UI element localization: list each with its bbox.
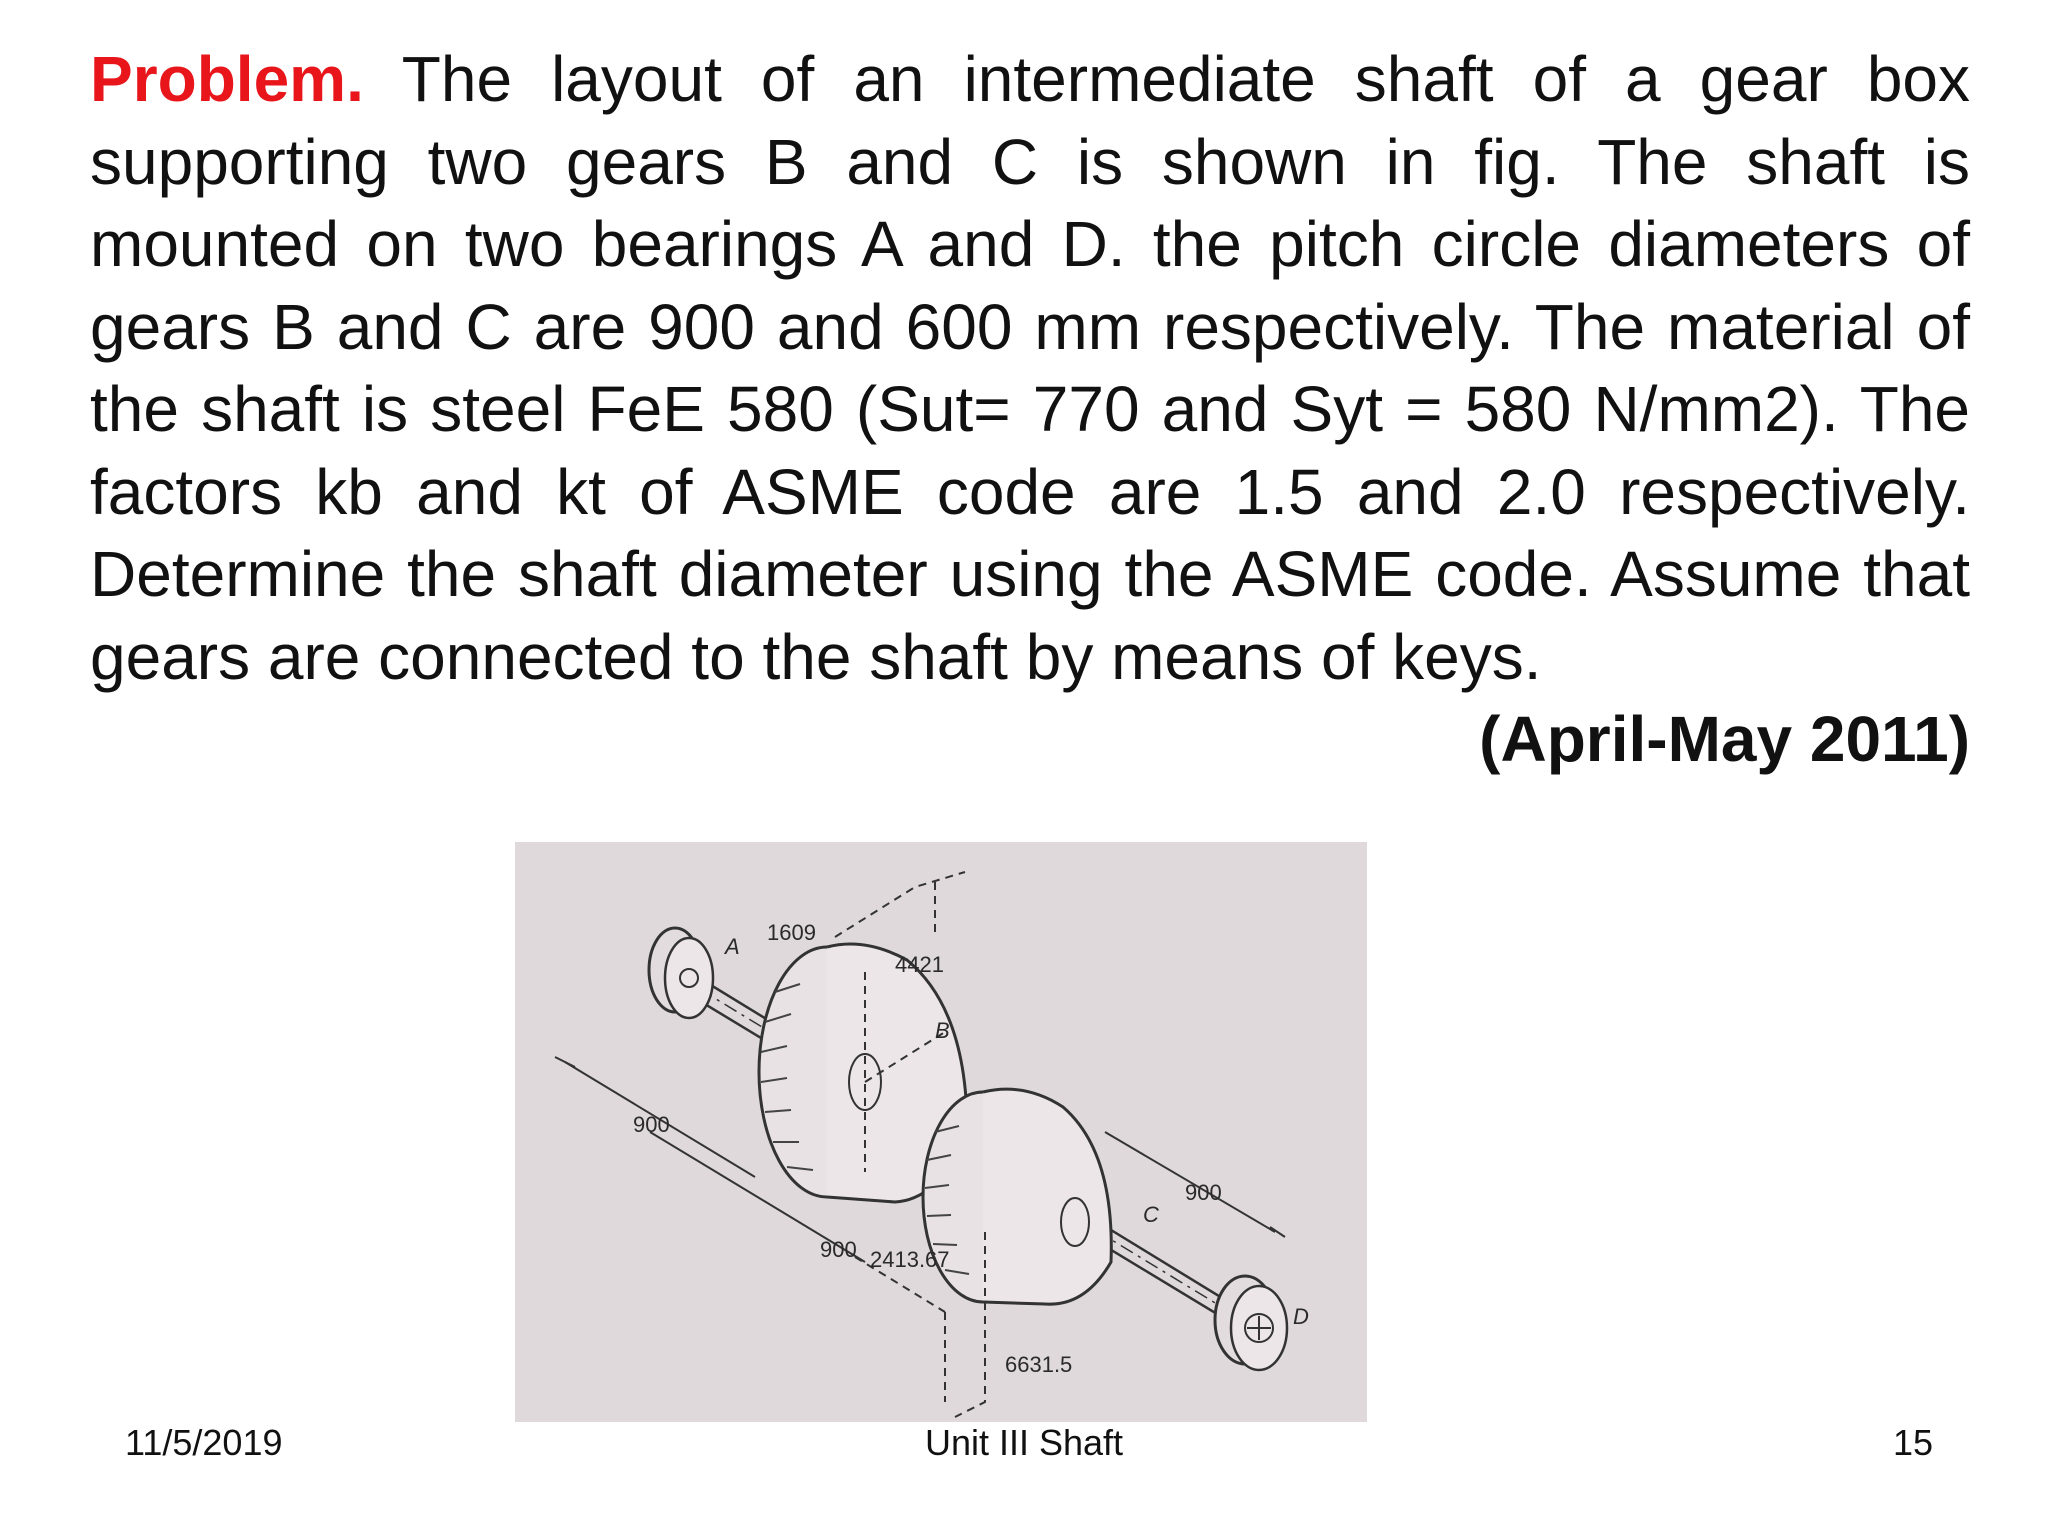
- label-gear-c: C: [1143, 1202, 1159, 1227]
- label-force-2413: 2413.67: [870, 1247, 950, 1272]
- problem-body: The layout of an intermediate shaft of a gear box supporting two gears B and C is shown in fig. The shaft is mounted on two bearings A and D. the pitch circle diameters of gears B and C are 900 and 600 mm respectively. The material of the shaft is steel FeE 580 (Sut= 770 and Syt = 580 N/mm2). The factors kb and kt of ASME code are 1.5 and 2.0 respectively. Determine the shaft diameter using the ASME code. Assume that gears are connected to the shaft by means of keys.: [90, 43, 1971, 693]
- label-bearing-a: A: [725, 934, 740, 959]
- shaft-diagram: [515, 842, 1367, 1422]
- problem-label: Problem.: [90, 43, 364, 115]
- bearing-a: [649, 928, 713, 1018]
- label-dim-left: 900: [633, 1112, 670, 1137]
- label-gear-b: B: [935, 1018, 950, 1043]
- shaft-layout-figure: [515, 842, 1367, 1422]
- exam-date-reference: (April-May 2011): [1479, 703, 1970, 775]
- footer-title: Unit III Shaft: [924, 1422, 1124, 1463]
- bearing-d: [1215, 1276, 1287, 1370]
- label-force-1609: 1609: [767, 920, 816, 945]
- label-force-4421: 4421: [895, 952, 944, 977]
- gear-c: [923, 1089, 1111, 1304]
- label-bearing-d: D: [1293, 1304, 1309, 1329]
- label-dim-mid: 900: [820, 1237, 857, 1262]
- footer-date: 11/5/2019: [125, 1422, 283, 1463]
- label-force-6631: 6631.5: [1005, 1352, 1073, 1377]
- label-dim-right: 900: [1185, 1180, 1222, 1205]
- footer-page-number: 15: [1892, 1422, 1933, 1463]
- problem-statement: [90, 38, 1970, 781]
